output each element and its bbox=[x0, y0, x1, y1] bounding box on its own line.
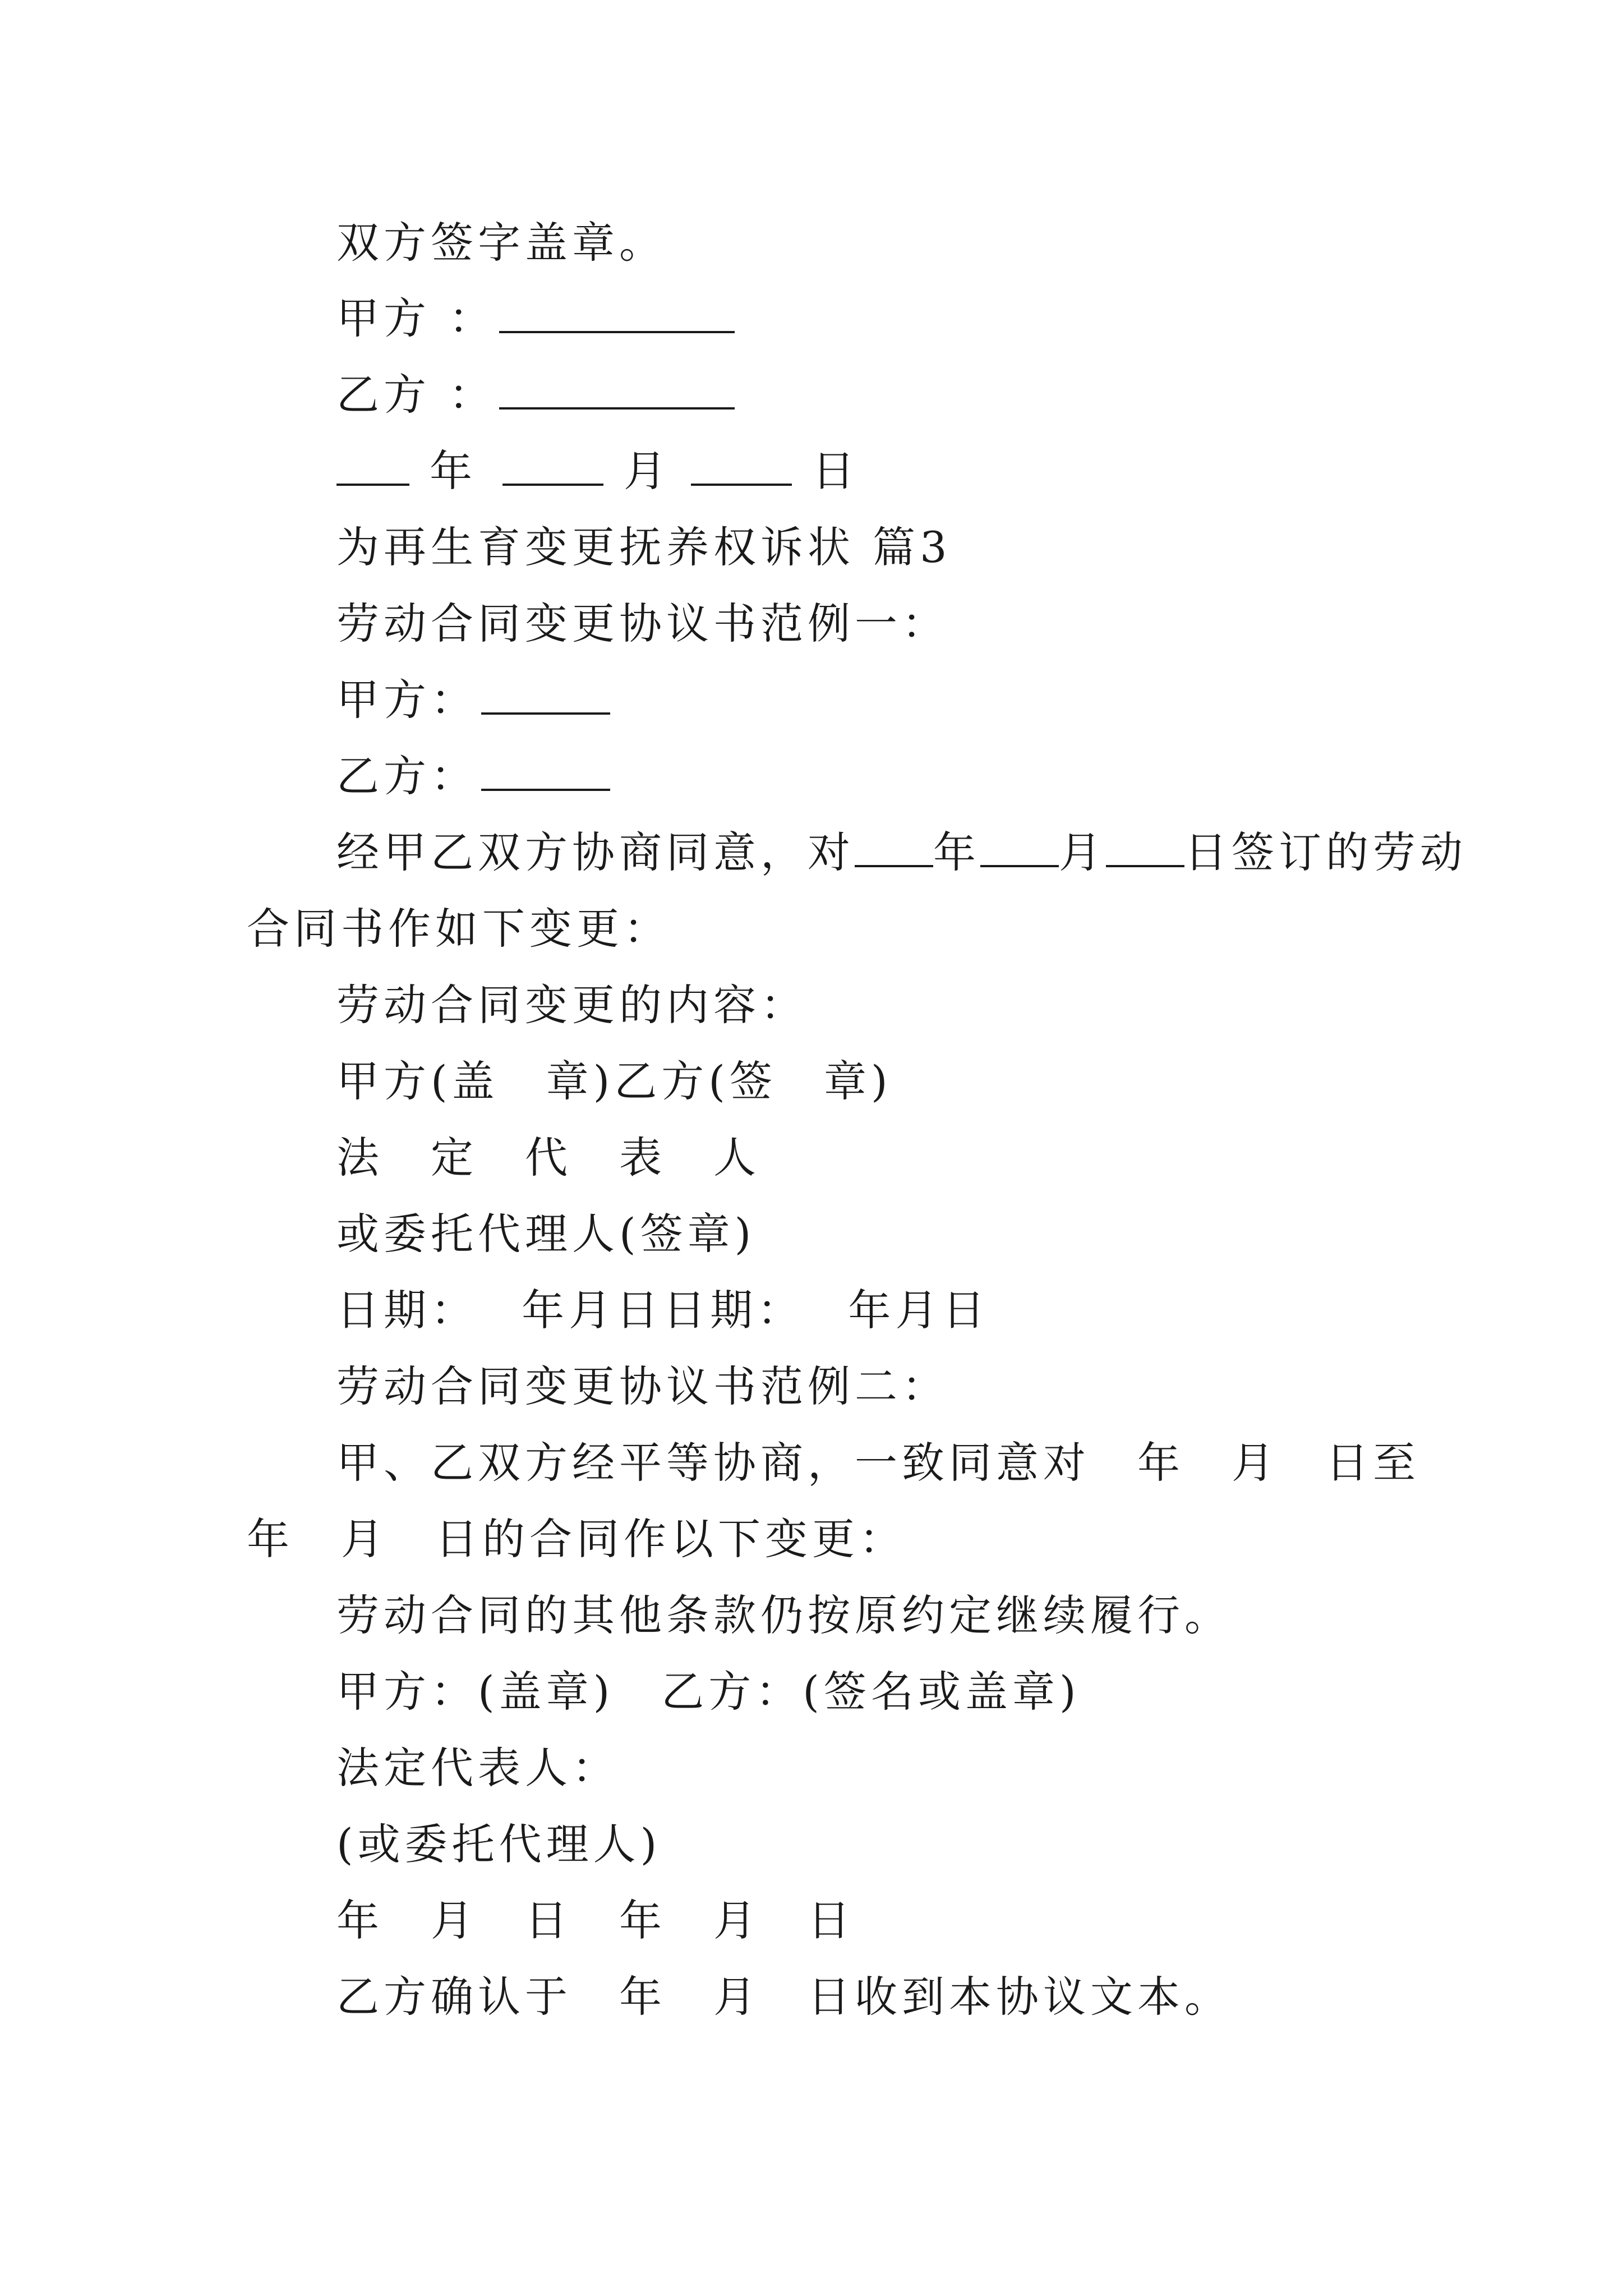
day-label: 日 bbox=[812, 446, 859, 496]
text-line bbox=[0, 205, 1623, 281]
text-line bbox=[0, 1196, 1623, 1272]
text-line bbox=[0, 815, 1623, 891]
text-line bbox=[0, 586, 1623, 662]
paragraph-text: 日签订的劳动 bbox=[1184, 827, 1467, 877]
paragraph-text: 乙方确认于 年 月 日收到本协议文本。 bbox=[336, 1972, 1232, 2022]
month-label: 月 bbox=[624, 446, 671, 496]
party-b-label: 乙方： bbox=[336, 751, 478, 801]
signature-blank bbox=[481, 752, 610, 791]
text-line bbox=[0, 1425, 1623, 1501]
year-label: 年 bbox=[933, 827, 980, 877]
text-line bbox=[0, 1806, 1623, 1883]
party-b-label: 乙方 ： bbox=[336, 370, 496, 420]
paragraph-text: 法 定 代 表 人 bbox=[336, 1133, 760, 1182]
paragraph-text: 年 月 日的合同作以下变更： bbox=[247, 1514, 906, 1564]
paragraph-text: 双方签字盖章。 bbox=[336, 218, 666, 268]
signature-blank bbox=[499, 294, 735, 333]
paragraph-text: 经甲乙双方协商同意，对 bbox=[336, 827, 855, 877]
text-line bbox=[0, 1349, 1623, 1425]
paragraph-text: 劳动合同变更协议书范例二： bbox=[336, 1361, 949, 1411]
text-line bbox=[0, 1730, 1623, 1806]
text-line bbox=[0, 1883, 1623, 1959]
date-line bbox=[0, 433, 1623, 509]
paragraph-text: 劳动合同变更的内容： bbox=[336, 980, 808, 1030]
month-blank bbox=[980, 828, 1059, 867]
text-line bbox=[0, 1272, 1623, 1349]
year-blank bbox=[336, 447, 409, 486]
paragraph-text: 甲方：(盖章) 乙方：(签名或盖章) bbox=[336, 1667, 1081, 1717]
text-line bbox=[0, 1501, 1623, 1577]
paragraph-text: 法定代表人： bbox=[336, 1743, 619, 1793]
paragraph-text: 劳动合同的其他条款仍按原约定继续履行。 bbox=[336, 1590, 1232, 1640]
party-a-label: 甲方： bbox=[336, 675, 478, 725]
text-line bbox=[0, 891, 1623, 967]
month-label: 月 bbox=[1059, 827, 1106, 877]
text-line bbox=[0, 1577, 1623, 1654]
paragraph-text: 日期： 年月日日期： 年月日 bbox=[336, 1285, 990, 1335]
paragraph-text: 或委托代理人(签章) bbox=[336, 1209, 756, 1259]
party-b-line bbox=[0, 357, 1623, 433]
year-blank bbox=[855, 828, 933, 867]
heading-text: 为再生育变更抚养权诉状 篇3 bbox=[336, 522, 952, 572]
party-a-label: 甲方 ： bbox=[336, 293, 496, 343]
text-line bbox=[0, 1120, 1623, 1196]
signature-blank bbox=[481, 675, 610, 715]
text-line bbox=[0, 967, 1623, 1043]
year-label: 年 bbox=[430, 446, 477, 496]
signature-blank bbox=[499, 370, 735, 409]
month-blank bbox=[502, 447, 603, 486]
paragraph-text: 劳动合同变更协议书范例一： bbox=[336, 599, 949, 648]
paragraph-text: 甲、乙双方经平等协商，一致同意对 年 月 日至 bbox=[336, 1438, 1420, 1488]
day-blank bbox=[1106, 828, 1184, 867]
day-blank bbox=[691, 447, 792, 486]
party-a-line bbox=[0, 662, 1623, 738]
text-line bbox=[0, 1654, 1623, 1730]
paragraph-text: 合同书作如下变更： bbox=[247, 904, 671, 954]
section-heading bbox=[0, 509, 1623, 586]
paragraph-text: 甲方(盖 章)乙方(签 章) bbox=[336, 1056, 892, 1106]
text-line bbox=[0, 1043, 1623, 1120]
party-a-line bbox=[0, 280, 1623, 357]
paragraph-text: (或委托代理人) bbox=[336, 1819, 662, 1869]
paragraph-text: 年 月 日 年 月 日 bbox=[336, 1895, 855, 1945]
text-line bbox=[0, 1959, 1623, 2035]
party-b-line bbox=[0, 738, 1623, 815]
